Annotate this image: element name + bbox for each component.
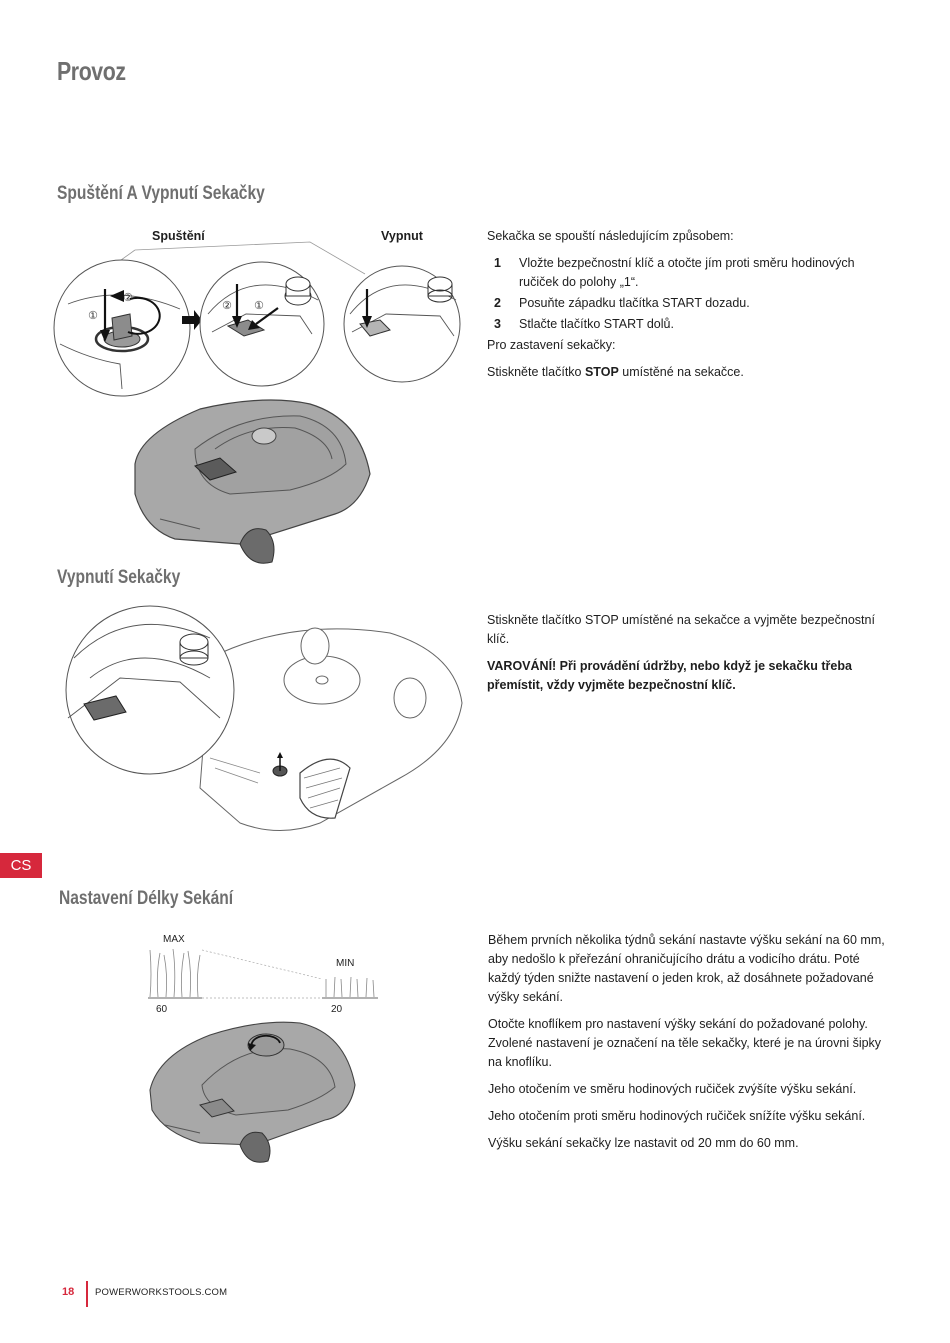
zoom-circle-key [54,260,190,396]
step-number: 3 [494,317,501,331]
label-max: MAX [163,934,185,945]
stop-intro: Pro zastavení sekačky: [487,338,616,352]
step-item [487,315,887,334]
start-intro: Sekačka se spouští následujícím způsobem: [487,229,734,243]
cutting-height-illustration [140,945,390,1170]
zoom-circle-stop [66,606,234,774]
height-paragraph: Během prvních několika týdnů sekání nastavte výšku sekání na 60 mm, aby nedošlo k přeřezání ohraničujícího drátu a vodicího drátu. Poté každý týden snižte nastavení o jeden krok, až dosáhnete požadované výšky sekání. [488,933,885,1004]
step-number: 2 [494,296,501,310]
stop-text-suffix: umístěné na sekačce. [618,365,744,379]
label-max-value: 60 [156,1004,168,1015]
section-heading-switch-off: Vypnutí Sekačky [57,567,181,588]
label-min-value: 20 [331,1004,343,1015]
switch-off-instructions [487,611,887,703]
marker-1a: ① [88,309,98,322]
mower-open-underside [200,628,462,831]
start-steps-list [487,254,887,334]
stop-instruction [487,363,887,382]
start-stop-illustration [50,244,470,584]
figure-caption-start: Spuštění [152,229,205,243]
figure-caption-off: Vypnut [381,229,423,243]
mower-illustration-height [150,1022,355,1162]
step-text: Vložte bezpečnostní klíč a otočte jím proti směru hodinových ručiček do polohy „1“. [519,256,855,289]
zoom-circle-off [344,266,460,382]
label-min: MIN [336,958,355,969]
language-tab: CS [0,853,42,878]
page-title: Provoz [57,56,126,86]
stop-text-bold: STOP [584,365,619,379]
page-number: 18 [62,1286,75,1298]
marker-2a: ② [123,291,133,304]
step-item [487,254,887,292]
height-paragraph: Otočte knoflíkem pro nastavení výšky sekání do požadované polohy. Zvolené nastavení je označení na těle sekačky, které je na úrovni šipky na knoflíku. [488,1017,882,1069]
step-item [487,294,887,313]
footer-website: POWERWORKSTOOLS.COM [95,1287,228,1298]
marker-1b: ① [254,299,264,312]
stop-text-prefix: Stiskněte tlačítko [487,365,585,379]
mower-illustration-top [135,400,370,563]
switch-off-text: Stiskněte tlačítko STOP umístěné na sekačce a vyjměte bezpečnostní klíč. [487,613,875,646]
safety-warning: VAROVÁNÍ! Při provádění údržby, nebo když je sekačku třeba přemístit, vždy vyjměte bezpečnostní klíč. [487,659,852,692]
grass-max-icon [148,949,202,998]
footer-divider [86,1281,88,1307]
height-paragraph: Výšku sekání sekačky lze nastavit od 20 mm do 60 mm. [488,1136,799,1150]
grass-min-icon [322,977,378,998]
start-instructions [487,227,887,390]
step-text: Stlačte tlačítko START dolů. [519,317,674,331]
marker-2b: ② [222,299,232,312]
step-number: 1 [494,256,501,270]
step-text: Posuňte západku tlačítka START dozadu. [519,296,750,310]
section-heading-start-stop: Spuštění A Vypnutí Sekačky [57,183,265,204]
cutting-height-instructions [488,931,890,1161]
section-heading-cutting-height: Nastavení Délky Sekání [59,888,234,909]
height-paragraph: Jeho otočením ve směru hodinových ručiček zvýšíte výšku sekání. [488,1082,857,1096]
height-paragraph: Jeho otočením proti směru hodinových ručiček snížíte výšku sekání. [488,1109,866,1123]
switch-off-illustration [60,608,470,843]
zoom-circle-latch [200,262,324,386]
